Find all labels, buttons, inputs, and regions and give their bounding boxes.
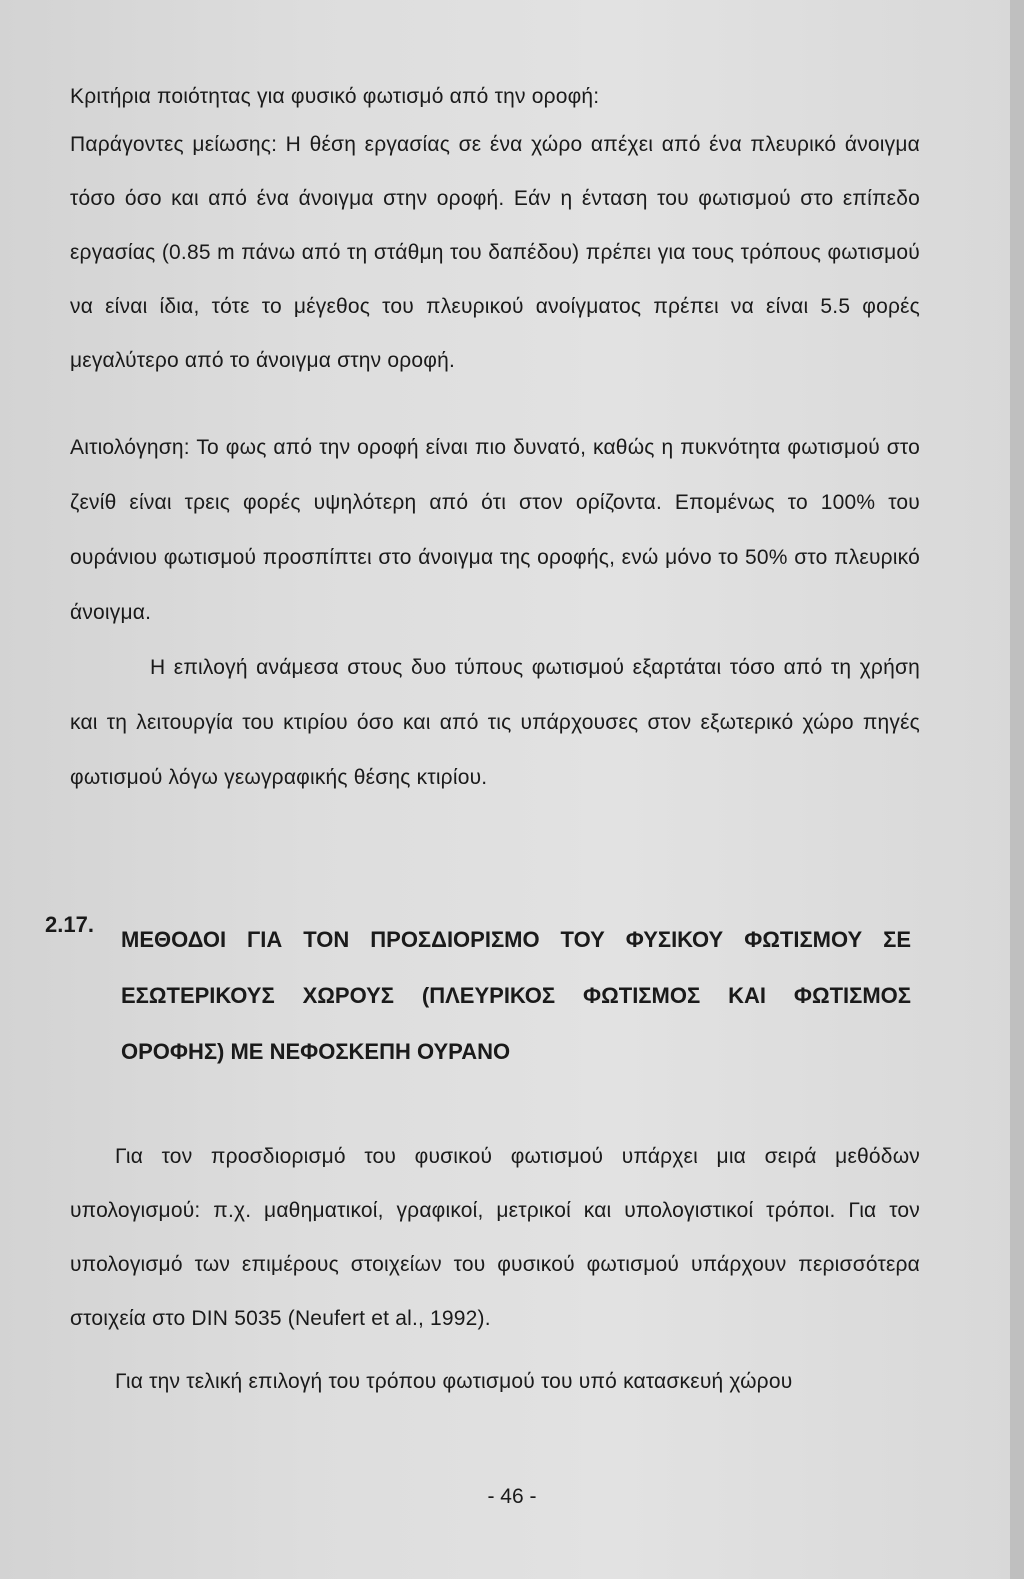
- scan-edge-shadow: [1010, 0, 1024, 1579]
- criteria-heading: Κριτήρια ποιότητας για φυσικό φωτισμό από την οροφή:: [70, 85, 600, 108]
- page-number: - 46 -: [487, 1485, 537, 1508]
- lighting-choice-paragraph: Η επιλογή ανάμεσα στους δυο τύπους φωτισμού εξαρτάται τόσο από τη χρήση και τη λειτουργία του κτιρίου όσο και από τις υπάρχουσες στον εξωτερικό χώρο πηγές φωτισμού λόγω γεωγραφικής θέσης κτιρίου.: [70, 656, 920, 789]
- reduction-factors-paragraph: Παράγοντες μείωσης: Η θέση εργασίας σε ένα χώρο απέχει από ένα πλευρικό άνοιγμα τόσο όσο και από ένα άνοιγμα στην οροφή. Εάν η ένταση του φωτισμού στο επίπεδο εργασίας (0.85 m πάνω από τη στάθμη του δαπέδου) πρέπει για τους τρόπους φωτισμού να είναι ίδια, τότε το μέγεθος του πλευρικού ανοίγματος πρέπει να είναι 5.5 φορές μεγαλύτερο από το άνοιγμα στην οροφή.: [70, 133, 920, 372]
- methods-paragraph: Για τον προσδιορισμό του φυσικού φωτισμού υπάρχει μια σειρά μεθόδων υπολογισμού: π.χ. μαθηματικοί, γραφικοί, μετρικοί και υπολογιστικοί τρόποι. Για τον υπολογισμό των επιμέρους στοιχείων του φυσικού φωτισμού υπάρχουν περισσότερα στοιχεία στο DIN 5035 (Neufert et al., 1992).: [70, 1145, 920, 1330]
- justification-paragraph: Αιτιολόγηση: Το φως από την οροφή είναι πιο δυνατό, καθώς η πυκνότητα φωτισμού στο ζενίθ είναι τρεις φορές υψηλότερη από ότι στον ορίζοντα. Επομένως το 100% του ουράνιου φωτισμού προσπίπτει στο άνοιγμα της οροφής, ενώ μόνο το 50% στο πλευρικό άνοιγμα.: [70, 436, 920, 624]
- section-number: 2.17.: [45, 912, 94, 937]
- final-selection-paragraph: Για την τελική επιλογή του τρόπου φωτισμού του υπό κατασκευή χώρου: [115, 1370, 793, 1393]
- section-title: ΜΕΘΟΔΟΙ ΓΙΑ ΤΟΝ ΠΡΟΣΔΙΟΡΙΣΜΟ ΤΟΥ ΦΥΣΙΚΟΥ ΦΩΤΙΣΜΟΥ ΣΕ ΕΣΩΤΕΡΙΚΟΥΣ ΧΩΡΟΥΣ (ΠΛΕΥΡΙΚΟΣ ΦΩΤΙΣΜΟΣ ΚΑΙ ΦΩΤΙΣΜΟΣ ΟΡΟΦΗΣ) ΜΕ ΝΕΦΟΣΚΕΠΗ ΟΥΡΑΝΟ: [121, 927, 911, 1064]
